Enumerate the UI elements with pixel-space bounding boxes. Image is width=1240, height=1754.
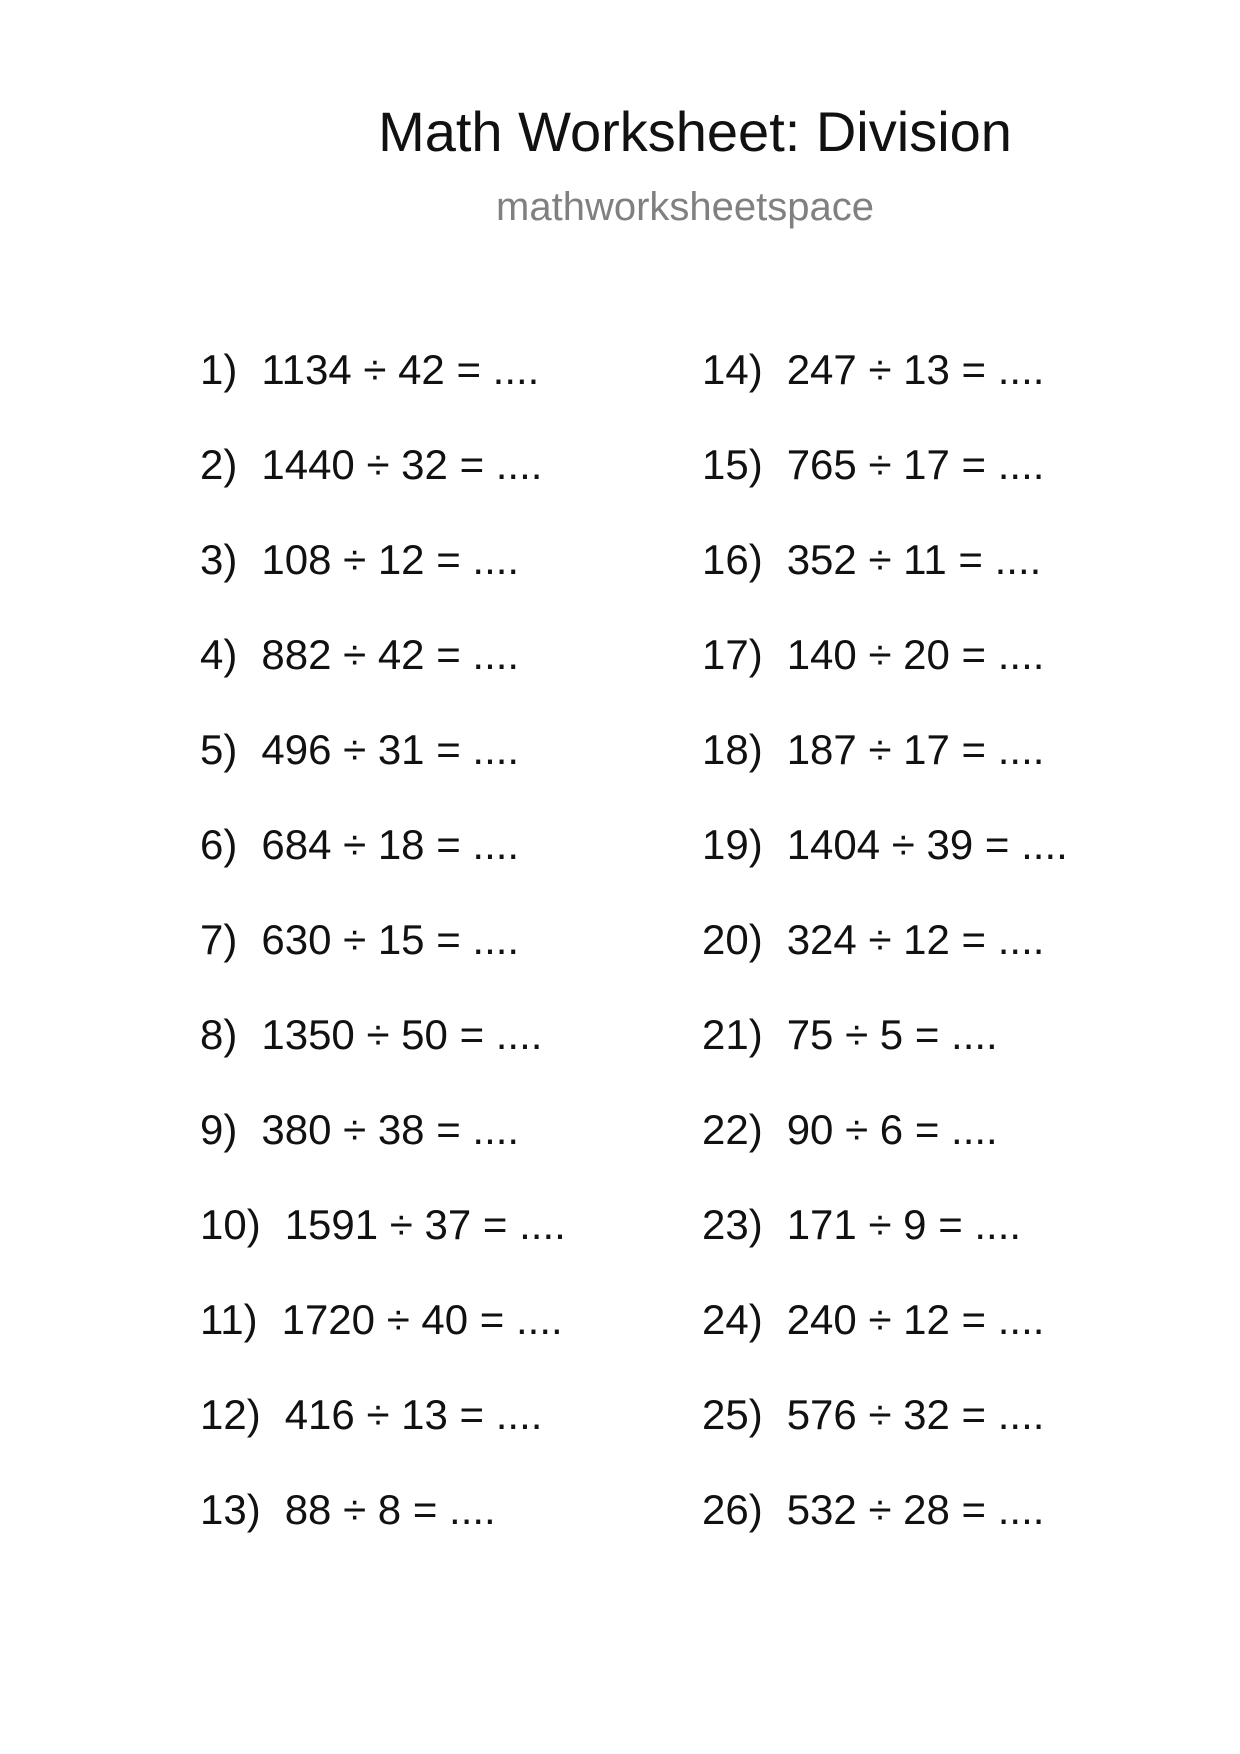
problem-number: 3) xyxy=(200,536,238,583)
problem-expression: 88 ÷ 8 = .... xyxy=(284,1486,496,1533)
problem-number: 6) xyxy=(200,821,238,868)
problem-item xyxy=(702,1391,1068,1486)
problem-expression: 1720 ÷ 40 = .... xyxy=(281,1296,563,1343)
problem-number: 26) xyxy=(702,1486,763,1533)
problem-number: 11) xyxy=(200,1296,258,1343)
problem-number: 13) xyxy=(200,1486,261,1533)
problem-number: 10) xyxy=(200,1201,261,1248)
problem-expression: 171 ÷ 9 = .... xyxy=(786,1201,1022,1248)
problem-expression: 532 ÷ 28 = .... xyxy=(786,1486,1045,1533)
problem-item xyxy=(702,346,1068,441)
problem-number: 23) xyxy=(702,1201,763,1248)
problem-number: 14) xyxy=(702,346,763,393)
problem-number: 22) xyxy=(702,1106,763,1153)
problem-list-right xyxy=(702,346,1068,1581)
problem-item xyxy=(702,631,1068,726)
problem-number: 5) xyxy=(200,726,238,773)
problem-item xyxy=(200,1201,566,1296)
problem-item xyxy=(702,1296,1068,1391)
problem-item xyxy=(702,821,1068,916)
problem-expression: 684 ÷ 18 = .... xyxy=(261,821,520,868)
problem-expression: 108 ÷ 12 = .... xyxy=(261,536,520,583)
problem-expression: 247 ÷ 13 = .... xyxy=(786,346,1045,393)
problem-expression: 187 ÷ 17 = .... xyxy=(786,726,1045,773)
problem-number: 12) xyxy=(200,1391,261,1438)
problem-expression: 1404 ÷ 39 = .... xyxy=(786,821,1068,868)
problem-item xyxy=(702,1486,1068,1581)
problem-item xyxy=(702,536,1068,631)
problem-expression: 75 ÷ 5 = .... xyxy=(786,1011,998,1058)
problem-item xyxy=(702,726,1068,821)
problem-item xyxy=(200,1391,566,1486)
problem-number: 2) xyxy=(200,441,238,488)
problem-number: 24) xyxy=(702,1296,763,1343)
problem-number: 15) xyxy=(702,441,763,488)
problem-expression: 324 ÷ 12 = .... xyxy=(786,916,1045,963)
page-title: Math Worksheet: Division xyxy=(378,100,1012,163)
problem-expression: 380 ÷ 38 = .... xyxy=(261,1106,520,1153)
problem-item xyxy=(200,1486,566,1581)
problem-expression: 765 ÷ 17 = .... xyxy=(786,441,1045,488)
problem-item xyxy=(200,1296,566,1391)
problem-item xyxy=(702,916,1068,1011)
problem-item xyxy=(702,1106,1068,1201)
problem-item xyxy=(200,916,566,1011)
problem-number: 9) xyxy=(200,1106,238,1153)
problem-item xyxy=(200,821,566,916)
problem-expression: 416 ÷ 13 = .... xyxy=(284,1391,543,1438)
problem-number: 21) xyxy=(702,1011,763,1058)
problem-list-left xyxy=(200,346,566,1581)
problem-expression: 576 ÷ 32 = .... xyxy=(786,1391,1045,1438)
problem-number: 25) xyxy=(702,1391,763,1438)
problem-number: 18) xyxy=(702,726,763,773)
problem-expression: 1591 ÷ 37 = .... xyxy=(284,1201,566,1248)
problem-item xyxy=(200,631,566,726)
problem-number: 4) xyxy=(200,631,238,678)
problem-number: 7) xyxy=(200,916,238,963)
problem-number: 17) xyxy=(702,631,763,678)
problem-item xyxy=(200,536,566,631)
problem-number: 16) xyxy=(702,536,763,583)
problem-number: 1) xyxy=(200,346,238,393)
problem-expression: 90 ÷ 6 = .... xyxy=(786,1106,998,1153)
problem-item xyxy=(200,441,566,536)
problem-expression: 1134 ÷ 42 = .... xyxy=(261,346,540,393)
problem-expression: 1350 ÷ 50 = .... xyxy=(261,1011,543,1058)
problem-expression: 140 ÷ 20 = .... xyxy=(786,631,1045,678)
problem-item xyxy=(200,1011,566,1106)
problem-expression: 240 ÷ 12 = .... xyxy=(786,1296,1045,1343)
problem-expression: 630 ÷ 15 = .... xyxy=(261,916,520,963)
problem-number: 20) xyxy=(702,916,763,963)
problem-expression: 352 ÷ 11 = .... xyxy=(786,536,1042,583)
problem-item xyxy=(200,346,566,441)
problem-expression: 496 ÷ 31 = .... xyxy=(261,726,520,773)
problem-item xyxy=(702,441,1068,536)
problem-number: 8) xyxy=(200,1011,238,1058)
problem-item xyxy=(702,1201,1068,1296)
problem-item xyxy=(200,1106,566,1201)
problem-expression: 1440 ÷ 32 = .... xyxy=(261,441,543,488)
problem-number: 19) xyxy=(702,821,763,868)
problem-expression: 882 ÷ 42 = .... xyxy=(261,631,520,678)
problem-item xyxy=(702,1011,1068,1106)
problem-item xyxy=(200,726,566,821)
page-subtitle: mathworksheetspace xyxy=(496,185,874,229)
